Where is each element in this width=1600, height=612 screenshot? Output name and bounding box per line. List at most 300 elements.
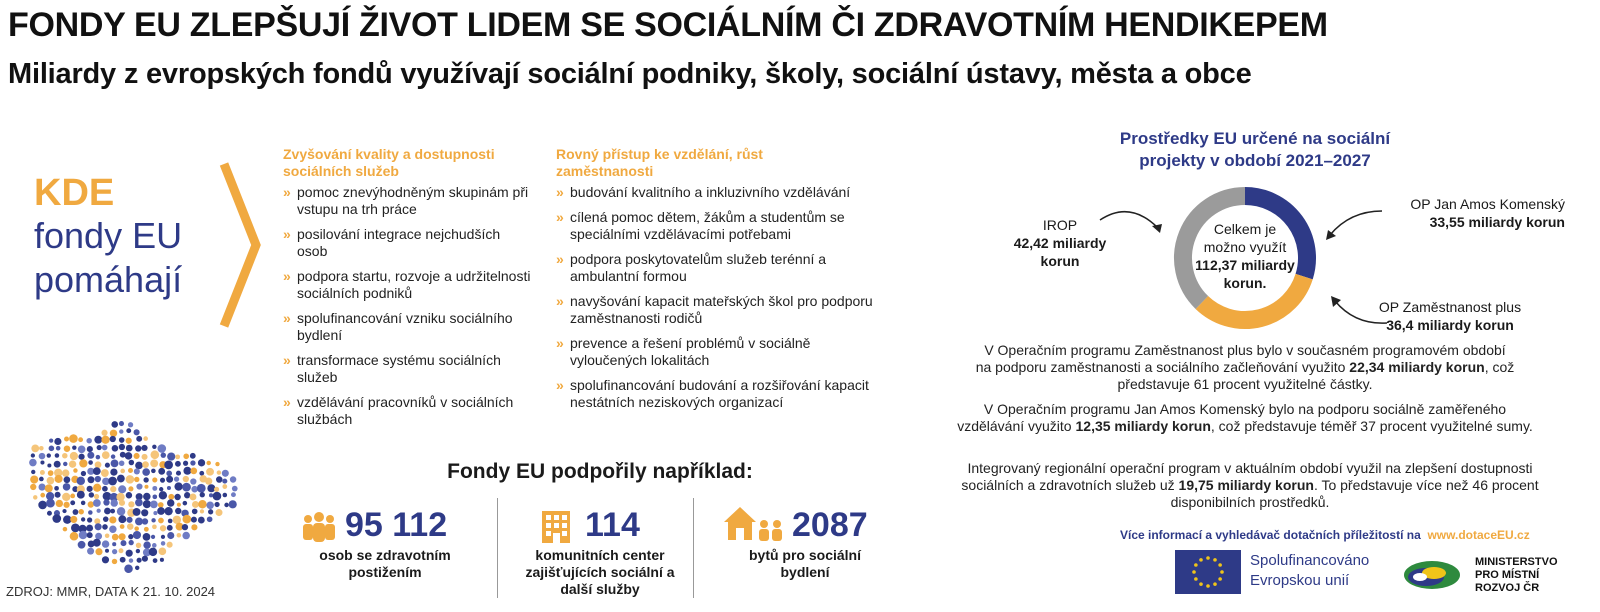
map-dot	[230, 476, 236, 482]
map-dot	[127, 523, 134, 530]
map-dot	[97, 445, 102, 450]
map-dot	[198, 517, 205, 524]
map-dot	[144, 485, 148, 489]
map-dot	[126, 492, 132, 498]
map-dot	[126, 445, 133, 452]
list-item: » transformace systému sociálních služeb	[283, 352, 501, 385]
map-dot	[175, 461, 181, 467]
map-dot	[88, 460, 93, 465]
map-dot	[182, 524, 188, 530]
map-dot	[143, 541, 150, 548]
map-dot	[73, 509, 79, 515]
map-dot	[152, 543, 157, 548]
arrow-op-jak-icon	[1320, 205, 1390, 245]
map-dot	[152, 445, 156, 449]
map-dot	[78, 454, 84, 460]
map-dot	[78, 445, 86, 453]
map-dot	[78, 437, 83, 442]
map-dot	[217, 470, 221, 474]
map-dot	[95, 461, 102, 468]
map-dot	[164, 460, 173, 469]
map-dot	[125, 452, 132, 459]
map-dot	[119, 437, 125, 443]
source-note: ZDROJ: MMR, DATA K 21. 10. 2024	[6, 584, 216, 599]
map-dot	[144, 527, 149, 532]
map-dot	[117, 507, 125, 515]
map-dot	[94, 518, 100, 524]
map-dot	[109, 516, 116, 523]
map-dot	[133, 531, 141, 539]
mmr-logo-icon	[1400, 555, 1464, 595]
map-dot	[120, 557, 126, 563]
map-dot	[166, 476, 173, 483]
map-dot	[208, 509, 213, 514]
map-dot	[39, 446, 44, 451]
map-dot	[191, 486, 198, 493]
list-item: » spolufinancování budování a rozšiřování kapacit nestátních neziskových organizací	[556, 377, 869, 410]
map-dot	[81, 501, 86, 506]
map-dot	[64, 437, 69, 442]
map-dot	[120, 524, 125, 529]
map-dot	[129, 540, 134, 545]
map-dot	[31, 470, 35, 474]
bullet-arrow-icon: »	[556, 184, 564, 200]
map-dot	[158, 518, 164, 524]
bullet-arrow-icon: »	[283, 310, 291, 326]
map-dot	[116, 493, 124, 501]
map-dot	[135, 462, 143, 470]
map-dot	[176, 471, 181, 476]
map-dot	[150, 501, 158, 509]
map-dot	[206, 461, 210, 465]
eu-star	[1206, 584, 1210, 588]
map-dot	[70, 532, 79, 541]
map-dot	[55, 492, 61, 498]
map-dot	[118, 515, 126, 523]
map-dot	[183, 453, 189, 459]
map-dot	[56, 500, 63, 507]
bullet-list	[556, 184, 876, 411]
map-dot	[87, 452, 94, 459]
map-dot	[101, 430, 107, 436]
map-dot	[70, 494, 75, 499]
bullet-arrow-icon: »	[283, 352, 291, 368]
label-op-zplus: OP Zaměstnanost plus 36,4 miliardy korun	[1378, 299, 1522, 333]
map-dot	[142, 556, 148, 562]
map-dot	[54, 438, 61, 445]
donut-title: Prostředky EU určené na sociální projekty v období 2021–2027	[1119, 129, 1391, 170]
map-dot	[64, 445, 71, 452]
map-dot	[182, 483, 191, 492]
eu-star	[1199, 582, 1203, 586]
map-dot	[167, 486, 171, 490]
map-dot	[105, 533, 110, 538]
map-dot	[102, 556, 109, 563]
stat-number: 2087	[792, 506, 868, 544]
people-icon	[300, 511, 338, 543]
map-dot	[70, 500, 75, 505]
map-dot	[86, 525, 93, 532]
map-dot	[93, 467, 101, 475]
map-dot	[174, 482, 182, 490]
list-item: » vzdělávání pracovníků v sociálních službách	[283, 394, 514, 427]
map-dot	[126, 428, 131, 433]
map-dot	[214, 502, 219, 507]
map-dot	[40, 460, 44, 464]
map-dot	[101, 436, 109, 444]
map-dot	[150, 459, 158, 467]
map-dot	[134, 477, 139, 482]
map-dot	[70, 452, 78, 460]
map-dot	[112, 542, 116, 546]
chevron-right-icon	[218, 160, 264, 330]
map-dot	[69, 434, 78, 443]
map-dot	[119, 429, 123, 433]
map-dot	[104, 508, 111, 515]
eu-star	[1206, 556, 1210, 560]
map-dot	[111, 454, 115, 458]
map-dot	[87, 517, 92, 522]
map-dot	[49, 446, 55, 452]
map-dot	[102, 540, 109, 547]
map-dot	[31, 453, 35, 457]
map-dot	[192, 509, 198, 515]
building-icon	[540, 509, 572, 545]
map-dot	[110, 430, 117, 437]
map-dot	[62, 469, 69, 476]
map-dot	[207, 484, 215, 492]
map-dot	[200, 509, 204, 513]
map-dot	[159, 491, 167, 499]
more-info: Více informací a vyhledávač dotačních příležitostí na www.dotaceEU.cz	[1120, 528, 1530, 542]
map-dot	[143, 493, 151, 501]
map-dot	[112, 549, 117, 554]
map-dot	[216, 476, 223, 483]
map-dot	[47, 453, 51, 457]
map-dot	[182, 515, 191, 524]
map-dot	[174, 476, 179, 481]
map-dot	[102, 486, 108, 492]
map-dot	[213, 492, 222, 501]
map-dot	[69, 460, 76, 467]
map-dot	[87, 486, 93, 492]
eu-star	[1213, 558, 1217, 562]
map-dot	[198, 500, 206, 508]
map-dot	[191, 517, 197, 523]
bullet-arrow-icon: »	[556, 293, 564, 309]
map-dot	[55, 475, 63, 483]
map-dot	[70, 516, 77, 523]
eu-star	[1194, 563, 1198, 567]
map-dot	[93, 484, 101, 492]
map-dot	[63, 483, 71, 491]
where-text	[34, 214, 182, 302]
paragraph-irop: Integrovaný regionální operační program v aktuálním období využil na zlepšení dostupnosti sociálních a zdravotních služeb už 19,75 miliardy korun. To představuje více než 46 procent disponibilních prostředků.	[961, 460, 1539, 510]
map-dot	[87, 532, 93, 538]
map-dot	[161, 535, 165, 539]
arrow-op-zplus-icon	[1325, 293, 1395, 333]
map-dot	[62, 493, 70, 501]
map-dot	[120, 469, 125, 474]
map-dot	[135, 566, 139, 570]
map-dot	[47, 463, 51, 467]
eu-star	[1194, 577, 1198, 581]
map-dot	[71, 523, 80, 532]
divider	[693, 498, 694, 598]
map-dot	[63, 527, 68, 532]
map-dot	[110, 486, 116, 492]
map-dot	[167, 499, 174, 506]
map-dot	[136, 549, 140, 553]
map-dot	[120, 452, 126, 458]
map-dot	[205, 478, 212, 485]
map-dot	[167, 542, 173, 548]
list-item: » cílená pomoc dětem, žákům a studentům se speciálními vzdělávacími potřebami	[556, 209, 845, 242]
map-dot	[134, 453, 140, 459]
map-dot	[129, 558, 133, 562]
map-dot	[103, 516, 109, 522]
map-dot	[128, 501, 134, 507]
map-dot	[62, 509, 66, 513]
map-dot	[30, 475, 38, 483]
map-dot	[119, 444, 125, 450]
map-dot	[134, 526, 139, 531]
map-dot	[167, 532, 174, 539]
where-label: KDE	[34, 172, 115, 214]
map-dot	[39, 477, 44, 482]
map-dot	[30, 484, 36, 490]
map-dot	[86, 438, 91, 443]
map-dot	[110, 509, 115, 514]
map-dot	[231, 492, 236, 497]
map-dot	[110, 436, 116, 442]
map-dot	[197, 484, 206, 493]
map-dot	[175, 508, 181, 514]
map-dot	[94, 436, 102, 444]
map-dot	[88, 501, 94, 507]
column-heading: Rovný přístup ke vzdělání, růst zaměstnanosti	[556, 146, 763, 179]
map-dot	[141, 509, 148, 516]
map-dot	[72, 445, 76, 449]
map-dot	[151, 469, 156, 474]
paragraph-op-jak: V Operačním programu Jan Amos Komenský bylo na podporu sociálně zaměřeného vzdělávání využito 12,35 miliardy korun, což představuje téměř 37 procent využitelné sumy.	[957, 401, 1533, 434]
map-dot	[222, 479, 227, 484]
map-dot	[109, 526, 116, 533]
map-dot	[143, 500, 151, 508]
map-dot	[39, 453, 46, 460]
map-dot	[192, 501, 199, 508]
map-dot	[119, 421, 124, 426]
map-dot	[143, 477, 148, 482]
map-dot	[29, 459, 37, 467]
donut-center-text: Celkem je možno využít 112,37 miliardy korun.	[1195, 221, 1295, 291]
map-dot	[142, 454, 148, 460]
map-dot	[47, 511, 52, 516]
map-dot	[184, 492, 190, 498]
map-dot	[54, 461, 61, 468]
map-dot	[81, 517, 85, 521]
map-dot	[110, 468, 117, 475]
map-dot	[52, 514, 61, 523]
paragraph-op-zplus: V Operačním programu Zaměstnanost plus bylo v současném programovém období na podporu zaměstnanosti a sociálního začleňování využito 22,34 miliardy korun, což představuje 61 procent využitelné částky.	[975, 342, 1515, 392]
map-dot	[111, 421, 118, 428]
map-dot	[129, 460, 135, 466]
map-dot	[62, 453, 67, 458]
map-dot	[229, 500, 237, 508]
map-dot	[141, 445, 147, 451]
list-item: » posilování integrace nejchudších osob	[283, 226, 501, 259]
column-heading: Zvyšování kvality a dostupnosti sociálních služeb	[283, 146, 495, 179]
eu-star	[1199, 558, 1203, 562]
map-dot	[157, 444, 166, 453]
stat-description: osob se zdravotním postižením	[319, 547, 451, 580]
map-dot	[207, 516, 213, 522]
map-dot	[190, 478, 196, 484]
label-irop: IROP 42,42 miliardy korun	[1013, 217, 1107, 269]
map-dot	[87, 476, 94, 483]
map-dot	[45, 484, 53, 492]
list-item: » budování kvalitního a inkluzivního vzdělávání	[556, 184, 851, 200]
map-dot	[150, 450, 159, 459]
map-dot	[78, 541, 86, 549]
map-dot	[105, 549, 109, 553]
map-dot	[152, 525, 157, 530]
czech-map-dots-icon	[22, 410, 252, 580]
stat-description: komunitních center zajišťujících sociální a další služby	[525, 547, 675, 597]
map-dot	[149, 548, 157, 556]
map-dot	[160, 525, 166, 531]
label-op-jak: OP Jan Amos Komenský 33,55 miliardy korun	[1410, 196, 1565, 230]
map-dot	[126, 438, 132, 444]
map-dot	[183, 461, 188, 466]
map-dot	[128, 468, 133, 473]
bullet-arrow-icon: »	[283, 184, 291, 200]
list-item: » podpora startu, rozvoje a udržitelnosti sociálních podniků	[283, 268, 531, 301]
map-dot	[128, 422, 133, 427]
map-dot	[40, 470, 45, 475]
map-dot	[33, 495, 37, 499]
page-subtitle: Miliardy z evropských fondů využívají sociální podniky, školy, sociální ústavy, města a obce	[8, 58, 1252, 90]
map-dot	[191, 524, 197, 530]
eu-cofinanced-text: Spolufinancováno Evropskou unií	[1250, 552, 1370, 589]
map-dot	[124, 565, 133, 574]
map-dot	[209, 493, 213, 497]
website-link[interactable]: www.dotaceEU.cz	[1427, 528, 1530, 542]
map-dot	[79, 531, 87, 539]
map-dot	[161, 541, 166, 546]
map-dot	[232, 486, 238, 492]
eu-star	[1220, 570, 1224, 574]
map-dot	[95, 476, 101, 482]
map-dot	[168, 519, 173, 524]
column-social-services	[283, 146, 533, 436]
map-dot	[190, 460, 195, 465]
map-dot	[46, 499, 55, 508]
bullet-arrow-icon: »	[283, 268, 291, 284]
map-dot	[135, 499, 143, 507]
map-dot	[103, 499, 109, 505]
bullet-arrow-icon: »	[556, 251, 564, 267]
arrow-irop-icon	[1090, 200, 1170, 240]
map-dot	[174, 494, 180, 500]
map-dot	[95, 523, 102, 530]
where-line-2: fondy EU	[34, 215, 183, 256]
map-dot	[54, 486, 59, 491]
map-dot	[40, 493, 45, 498]
map-dot	[38, 501, 47, 510]
stat-number: 114	[585, 506, 640, 544]
eu-flag-icon	[1175, 550, 1241, 594]
map-dot	[79, 459, 87, 467]
map-dot	[93, 539, 101, 547]
map-dot	[128, 486, 133, 491]
map-dot	[142, 468, 150, 476]
map-dot	[102, 524, 108, 530]
house-family-icon	[722, 504, 784, 544]
map-dot	[161, 452, 166, 457]
map-dot	[126, 517, 132, 523]
map-dot	[152, 495, 157, 500]
map-dot	[128, 534, 133, 539]
map-dot	[96, 455, 101, 460]
map-dot	[81, 471, 86, 476]
map-dot	[153, 511, 157, 515]
mmr-text: MINISTERSTVO PRO MÍSTNÍ ROZVOJ ČR	[1475, 556, 1558, 594]
support-heading: Fondy EU podpořily například:	[447, 460, 753, 483]
map-dot	[101, 469, 109, 477]
list-item: » spolufinancování vzniku sociálního bydlení	[283, 310, 513, 343]
map-dot	[159, 487, 163, 491]
eu-star	[1218, 563, 1222, 567]
map-dot	[111, 499, 118, 506]
map-dot	[55, 453, 60, 458]
map-dot	[190, 494, 197, 501]
map-dot	[143, 533, 151, 541]
map-dot	[111, 459, 119, 467]
map-dot	[49, 439, 53, 443]
map-dot	[164, 507, 172, 515]
map-dot	[118, 485, 126, 493]
map-dot	[183, 467, 191, 475]
map-dot	[222, 470, 229, 477]
map-dot	[190, 453, 196, 459]
map-dot	[134, 468, 140, 474]
map-dot	[133, 508, 141, 516]
map-dot	[160, 478, 165, 483]
divider	[497, 498, 498, 598]
map-dot	[77, 491, 85, 499]
map-dot	[88, 510, 93, 515]
map-dot	[102, 451, 110, 459]
map-dot	[166, 470, 172, 476]
map-dot	[112, 559, 117, 564]
map-dot	[119, 461, 124, 466]
map-dot	[167, 525, 173, 531]
map-dot	[137, 558, 142, 563]
map-dot	[175, 454, 180, 459]
stat-description: bytů pro sociální bydlení	[748, 547, 861, 580]
map-dot	[63, 502, 69, 508]
map-dot	[206, 468, 214, 476]
eu-star	[1192, 570, 1196, 574]
map-dot	[63, 462, 67, 466]
eu-star	[1218, 577, 1222, 581]
map-dot	[182, 532, 190, 540]
map-dot	[95, 533, 102, 540]
list-item: » pomoc znevýhodněným skupinám při vstupu na trh práce	[283, 184, 529, 217]
map-dot	[199, 471, 204, 476]
list-item: » podpora poskytovatelům služeb terénní a ambulantní formou	[556, 251, 827, 284]
